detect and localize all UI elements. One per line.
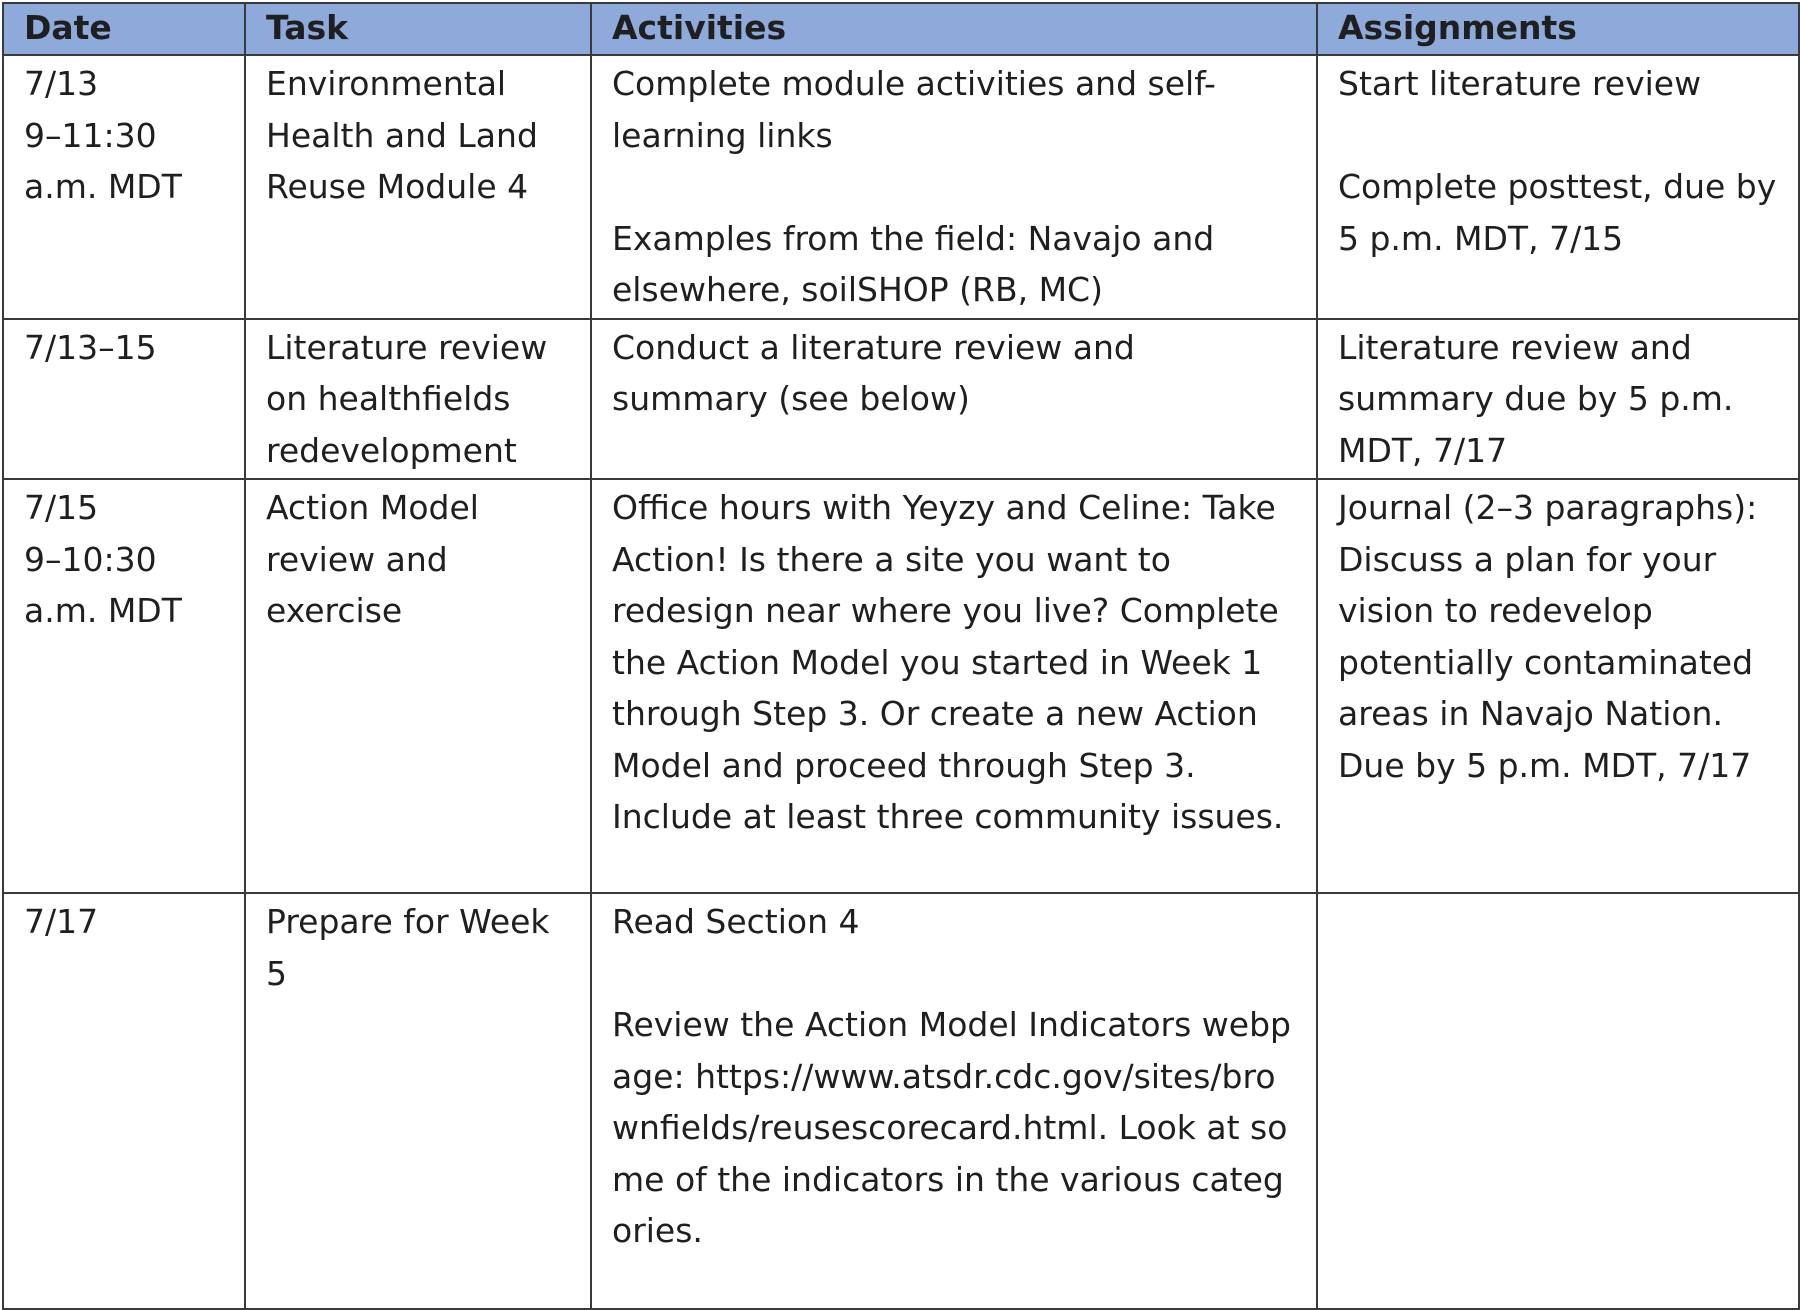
- date-cell: [3, 479, 245, 893]
- activities-text: Office hours with Yeyzy and Celine: Take Action! Is there a site you want to redesign near where you live? Complete the Action Model you started in Week 1 through Step 3. Or create a new Action Model and proceed through Step 3. Include at least three community issues.: [612, 488, 1290, 836]
- time-zone-text: a.m. MDT: [24, 591, 182, 630]
- header-date: Date: [3, 3, 245, 55]
- date-cell: [3, 55, 245, 319]
- time-zone-text: a.m. MDT: [24, 167, 182, 206]
- date-text: 7/17: [24, 902, 99, 941]
- task-text: Action Model review and exercise: [266, 488, 490, 630]
- activities-text: Examples from the field: Navajo and elsewhere, soilSHOP (RB, MC): [612, 218, 1225, 309]
- activities-cell: [591, 319, 1317, 480]
- task-cell: [245, 893, 591, 1309]
- schedule-table: [2, 2, 1800, 1310]
- activities-cell: [591, 893, 1317, 1309]
- task-cell: [245, 319, 591, 480]
- assignments-cell: [1317, 479, 1799, 893]
- date-text: 7/13–15: [24, 327, 157, 367]
- header-activities: Activities: [591, 3, 1317, 55]
- date-text: 7/15: [24, 488, 99, 527]
- time-text: 9–11:30: [24, 115, 157, 155]
- task-text: Prepare for Week 5: [266, 902, 561, 993]
- task-cell: [245, 479, 591, 893]
- activities-text: Read Section 4: [612, 902, 860, 941]
- date-text: 7/13: [24, 64, 99, 103]
- task-text: Environmental Health and Land Reuse Module 4: [266, 64, 549, 206]
- activities-text: Conduct a literature review and summary (see below): [612, 327, 1146, 418]
- date-cell: [3, 893, 245, 1309]
- assignments-cell: [1317, 319, 1799, 480]
- table-row: [3, 55, 1799, 319]
- activities-text: Complete module activities and self-learning links: [612, 64, 1216, 155]
- paragraph-gap: [1338, 110, 1778, 162]
- header-assignments: Assignments: [1317, 3, 1799, 55]
- task-text: Literature review on healthfields redevelopment: [266, 327, 558, 470]
- activities-cell: [591, 479, 1317, 893]
- activities-text: Review the Action Model Indicators webpage: https://www.atsdr.cdc.gov/sites/brownfields/reusescorecard.html. Look at some of the indicators in the various categories.: [612, 1005, 1291, 1250]
- assignments-cell: [1317, 893, 1799, 1309]
- table-row: [3, 893, 1799, 1309]
- header-row: [3, 3, 1799, 55]
- header-task: Task: [245, 3, 591, 55]
- task-cell: [245, 55, 591, 319]
- assignments-text: Complete posttest, due by 5 p.m. MDT, 7/15: [1338, 167, 1787, 258]
- assignments-text: Start literature review: [1338, 64, 1702, 103]
- table-row: [3, 479, 1799, 893]
- activities-cell: [591, 55, 1317, 319]
- table-row: [3, 319, 1799, 480]
- assignments-text: Literature review and summary due by 5 p.m. MDT, 7/17: [1338, 327, 1744, 470]
- paragraph-gap: [612, 161, 1296, 213]
- paragraph-gap: [612, 948, 1296, 1000]
- date-cell: [3, 319, 245, 480]
- assignments-text: Journal (2–3 paragraphs): Discuss a plan for your vision to redevelop potentially contaminated areas in Navajo Nation. Due by 5 p.m. MDT, 7/17: [1338, 488, 1768, 785]
- assignments-cell: [1317, 55, 1799, 319]
- time-text: 9–10:30: [24, 539, 157, 579]
